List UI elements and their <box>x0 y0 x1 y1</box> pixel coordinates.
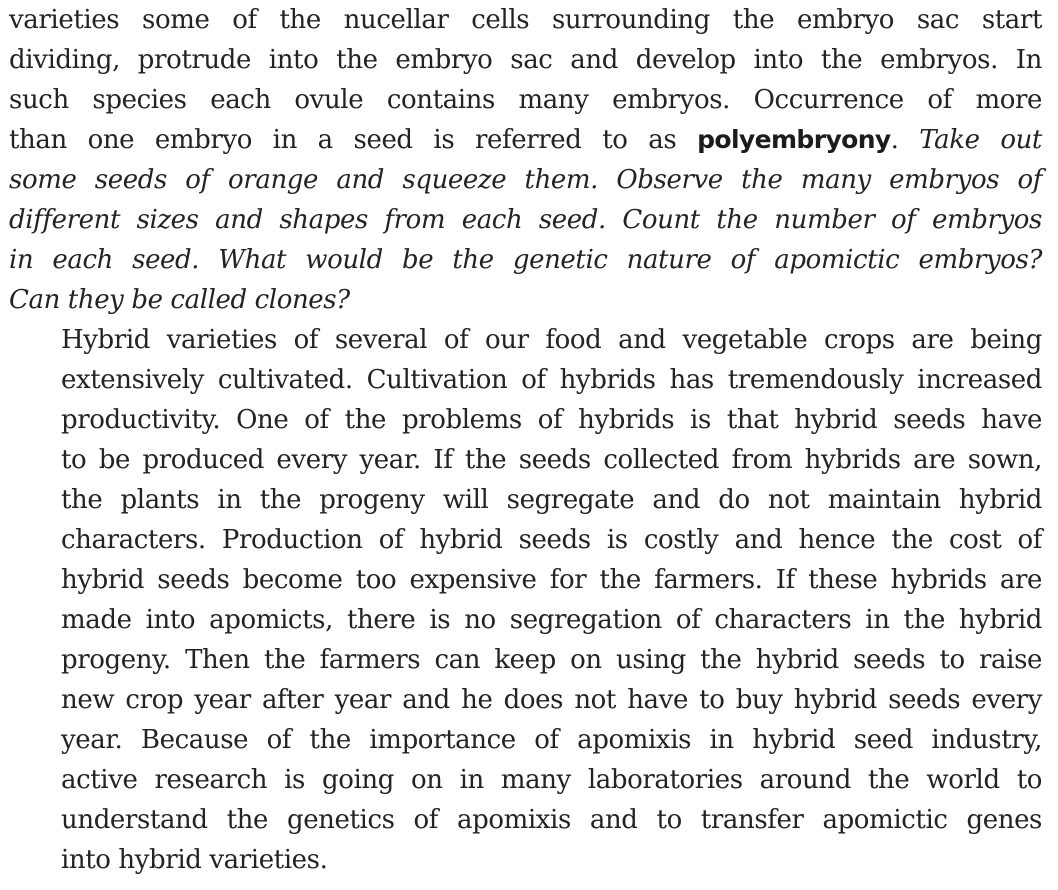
text-line: to be produced every year. If the seeds collected from hybrids are sown, <box>61 445 1042 475</box>
text-line-with-term <box>9 120 1042 160</box>
italic-activity-start: Take out <box>919 125 1042 155</box>
text-line: Hybrid varieties of several of our food and vegetable crops are being <box>61 325 1042 355</box>
italic-activity-line: in each seed. What would be the genetic nature of apomictic embryos? <box>9 245 1042 275</box>
period: . <box>890 125 920 155</box>
bold-term-polyembryony: polyembryony <box>697 125 891 154</box>
paragraph-hybrid-varieties <box>9 320 1042 880</box>
italic-activity-line: some seeds of orange and squeeze them. Observe the many embryos of <box>9 165 1042 195</box>
text-line: year. Because of the importance of apomixis in hybrid seed industry, <box>61 725 1042 755</box>
italic-activity-line: Can they be called clones? <box>9 285 350 315</box>
line-text: than one embryo in a seed is referred to as <box>9 125 698 155</box>
text-line: varieties some of the nucellar cells surrounding the embryo sac start <box>9 5 1042 35</box>
text-line: characters. Production of hybrid seeds is costly and hence the cost of <box>61 525 1042 555</box>
text-line: into hybrid varieties. <box>61 845 328 875</box>
italic-activity-line: different sizes and shapes from each seed. Count the number of embryos <box>9 205 1042 235</box>
text-line: dividing, protrude into the embryo sac and develop into the embryos. In <box>9 45 1042 75</box>
text-line: new crop year after year and he does not have to buy hybrid seeds every <box>61 685 1042 715</box>
text-line: such species each ovule contains many embryos. Occurrence of more <box>9 85 1042 115</box>
text-line: hybrid seeds become too expensive for the farmers. If these hybrids are <box>61 565 1042 595</box>
text-line: active research is going on in many laboratories around the world to <box>61 765 1042 795</box>
text-line: productivity. One of the problems of hybrids is that hybrid seeds have <box>61 405 1042 435</box>
paragraph-polyembryony <box>9 0 1042 320</box>
text-line: the plants in the progeny will segregate and do not maintain hybrid <box>61 485 1042 515</box>
text-line: progeny. Then the farmers can keep on using the hybrid seeds to raise <box>61 645 1042 675</box>
text-line: understand the genetics of apomixis and to transfer apomictic genes <box>61 805 1042 835</box>
text-line: made into apomicts, there is no segregation of characters in the hybrid <box>61 605 1042 635</box>
text-line: extensively cultivated. Cultivation of hybrids has tremendously increased <box>61 365 1042 395</box>
